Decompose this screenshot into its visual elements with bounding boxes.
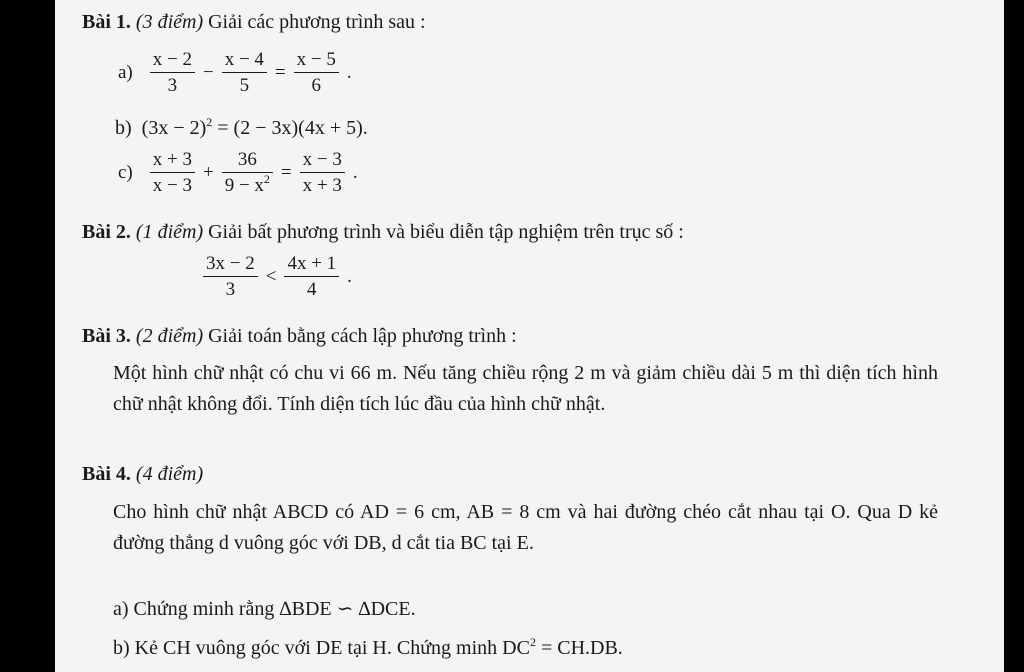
document-page bbox=[55, 0, 1004, 672]
fraction: $\frac{x + 3}{x - 3}$ bbox=[150, 150, 195, 195]
exercise-3-instruction: Giải toán bằng cách lập phương trình : bbox=[208, 325, 517, 347]
exercise-1-points: (3 điểm) bbox=[135, 11, 204, 33]
fraction: $\frac{x - 4}{5}$ bbox=[222, 50, 267, 95]
fraction: $\frac{36}{9 - x^2}$ bbox=[222, 150, 273, 195]
inequality-2 bbox=[203, 254, 355, 299]
exercise-4-title: Bài 4. bbox=[82, 463, 131, 485]
equation-1c bbox=[115, 150, 361, 195]
exponent: 2 bbox=[529, 635, 536, 649]
punctuation: . bbox=[347, 266, 352, 287]
exercise-3-title: Bài 3. bbox=[82, 325, 131, 347]
exercise-4-body: Cho hình chữ nhật ABCD có AD = 6 cm, AB = 8 cm và hai đường chéo cắt nhau tại O. Qua D kẻ đường thẳng d vuông góc với DB, d cắt tia BC tại E. bbox=[113, 501, 938, 554]
expression-left: (3x − 2) bbox=[141, 117, 207, 139]
operator: − bbox=[202, 62, 214, 83]
exercise-4b-text-end: = CH.DB. bbox=[535, 637, 623, 659]
exercise-3-body: Một hình chữ nhật có chu vi 66 m. Nếu tăng chiều rộng 2 m và giảm chiều dài 5 m thì diện tích hình chữ nhật không đổi. Tính diện tích lúc đầu của hình chữ nhật. bbox=[113, 362, 938, 415]
exercise-2-heading bbox=[82, 222, 684, 242]
exercise-4a: a) Chứng minh rằng ∆BDE ∽ ∆DCE. bbox=[113, 598, 416, 620]
punctuation: . bbox=[352, 162, 358, 183]
operator: = bbox=[280, 162, 292, 183]
exercise-2-instruction: Giải bất phương trình và biểu diễn tập nghiệm trên trục số : bbox=[208, 221, 684, 243]
exercise-1-heading bbox=[82, 12, 426, 32]
operator: < bbox=[265, 266, 277, 287]
fraction: $\frac{x - 5}{6}$ bbox=[294, 50, 339, 95]
exercise-4-points: (4 điểm) bbox=[135, 463, 204, 485]
exponent: 2 bbox=[206, 115, 213, 129]
exercise-2-title: Bài 2. bbox=[82, 221, 131, 243]
item-label: b) bbox=[115, 117, 132, 139]
exercise-2-points: (1 điểm) bbox=[135, 221, 204, 243]
exercise-4b-text: b) Kẻ CH vuông góc với DE tại H. Chứng minh DC bbox=[113, 637, 530, 659]
exercise-1-instruction: Giải các phương trình sau : bbox=[208, 11, 426, 33]
equation-1b bbox=[115, 115, 368, 139]
item-label: c) bbox=[118, 162, 133, 183]
expression-right: = (2 − 3x)(4x + 5). bbox=[217, 117, 368, 139]
item-label: a) bbox=[118, 62, 133, 83]
exercise-1-title: Bài 1. bbox=[82, 11, 131, 33]
exercise-3-heading bbox=[82, 326, 517, 346]
exercise-4b bbox=[113, 635, 623, 659]
fraction: $\frac{3x - 2}{3}$ bbox=[203, 254, 258, 299]
operator: = bbox=[274, 62, 286, 83]
fraction: $\frac{4x + 1}{4}$ bbox=[284, 254, 339, 299]
equation-1a bbox=[115, 50, 355, 95]
fraction: $\frac{x - 3}{x + 3}$ bbox=[300, 150, 345, 195]
exercise-3-points: (2 điểm) bbox=[135, 325, 204, 347]
operator: + bbox=[202, 162, 214, 183]
punctuation: . bbox=[346, 62, 352, 83]
exercise-4-heading bbox=[82, 464, 203, 484]
fraction: $\frac{x - 2}{3}$ bbox=[150, 50, 195, 95]
